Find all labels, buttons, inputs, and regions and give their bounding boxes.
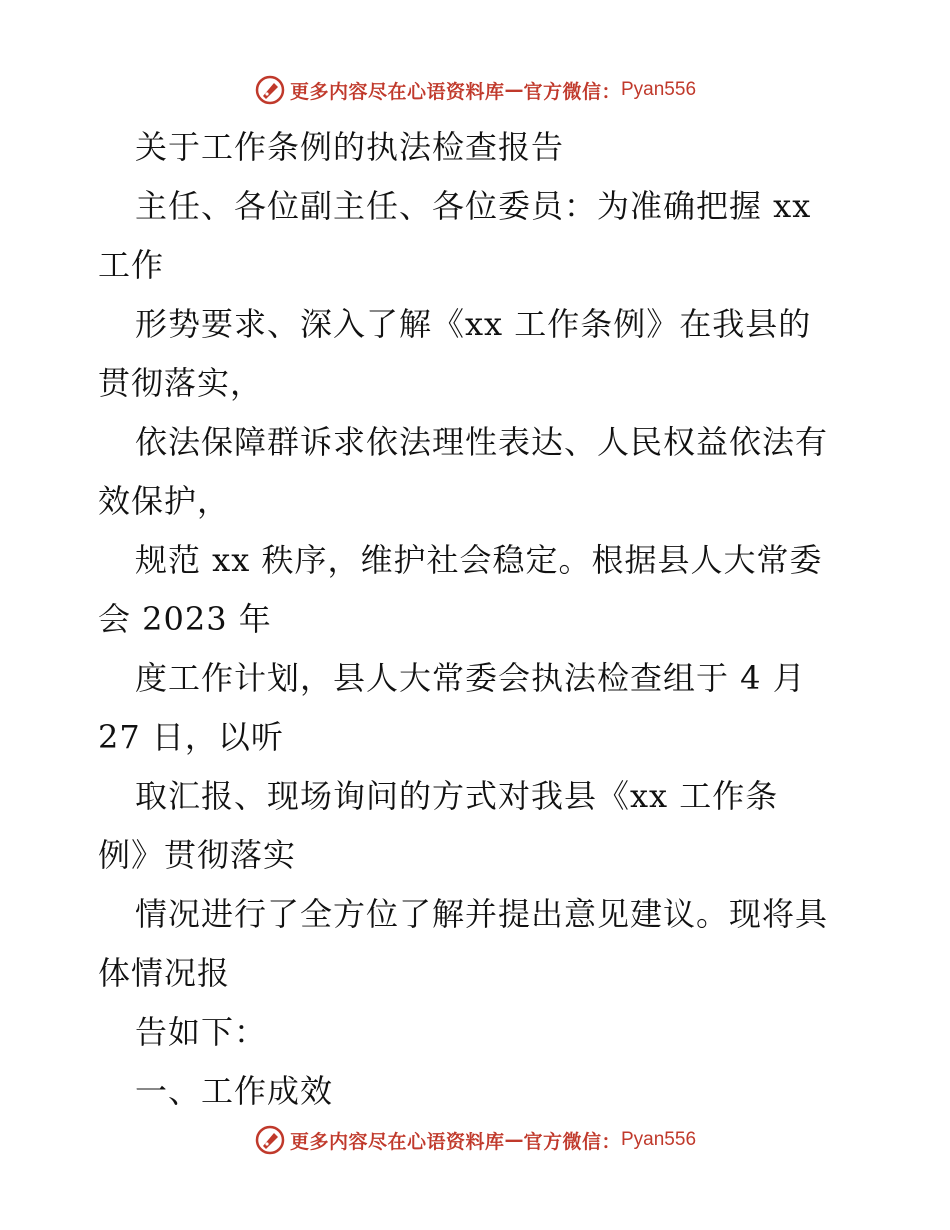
banner-handle: Pyan556: [621, 1129, 697, 1150]
document-line: 情况进行了全方位了解并提出意见建议。现将具: [135, 895, 829, 933]
document-body: [98, 118, 858, 1121]
footer-banner: [0, 1120, 950, 1160]
pen-nib-logo-icon: [254, 1124, 286, 1156]
document-line: 依法保障群诉求依法理性表达、人民权益依法有: [135, 423, 829, 461]
document-line: 关于工作条例的执法检查报告: [135, 128, 565, 166]
banner-site-text: 更多内容尽在心语资料库: [289, 80, 505, 103]
header-banner: [0, 70, 950, 110]
banner-contact-text: 官方微信：: [523, 1130, 621, 1153]
document-line: 取汇报、现场询问的方式对我县《xx 工作条: [135, 777, 779, 815]
document-line: 效保护，: [98, 482, 231, 520]
banner-separator: —: [504, 1129, 524, 1151]
banner-handle: Pyan556: [621, 79, 697, 100]
document-line: 一、工作成效: [135, 1072, 334, 1110]
document-line: 主任、各位副主任、各位委员：为准确把握 xx: [135, 187, 812, 225]
document-line: 度工作计划，县人大常委会执法检查组于 4 月: [135, 659, 806, 697]
document-line: 规范 xx 秩序，维护社会稳定。根据县人大常委: [135, 541, 823, 579]
document-line: 贯彻落实，: [98, 364, 264, 402]
banner-site-text: 更多内容尽在心语资料库: [289, 1130, 505, 1153]
document-line: 例》贯彻落实: [98, 836, 297, 874]
pen-nib-logo-icon: [254, 74, 286, 106]
document-line: 工作: [98, 246, 165, 284]
document-line: 会 2023 年: [98, 600, 272, 638]
banner-contact-text: 官方微信：: [523, 80, 621, 103]
document-line: 告如下：: [135, 1013, 268, 1051]
document-line: 形势要求、深入了解《xx 工作条例》在我县的: [135, 305, 812, 343]
document-line: 体情况报: [98, 954, 231, 992]
document-line: 27 日，以听: [98, 718, 284, 756]
banner-separator: —: [504, 79, 524, 101]
